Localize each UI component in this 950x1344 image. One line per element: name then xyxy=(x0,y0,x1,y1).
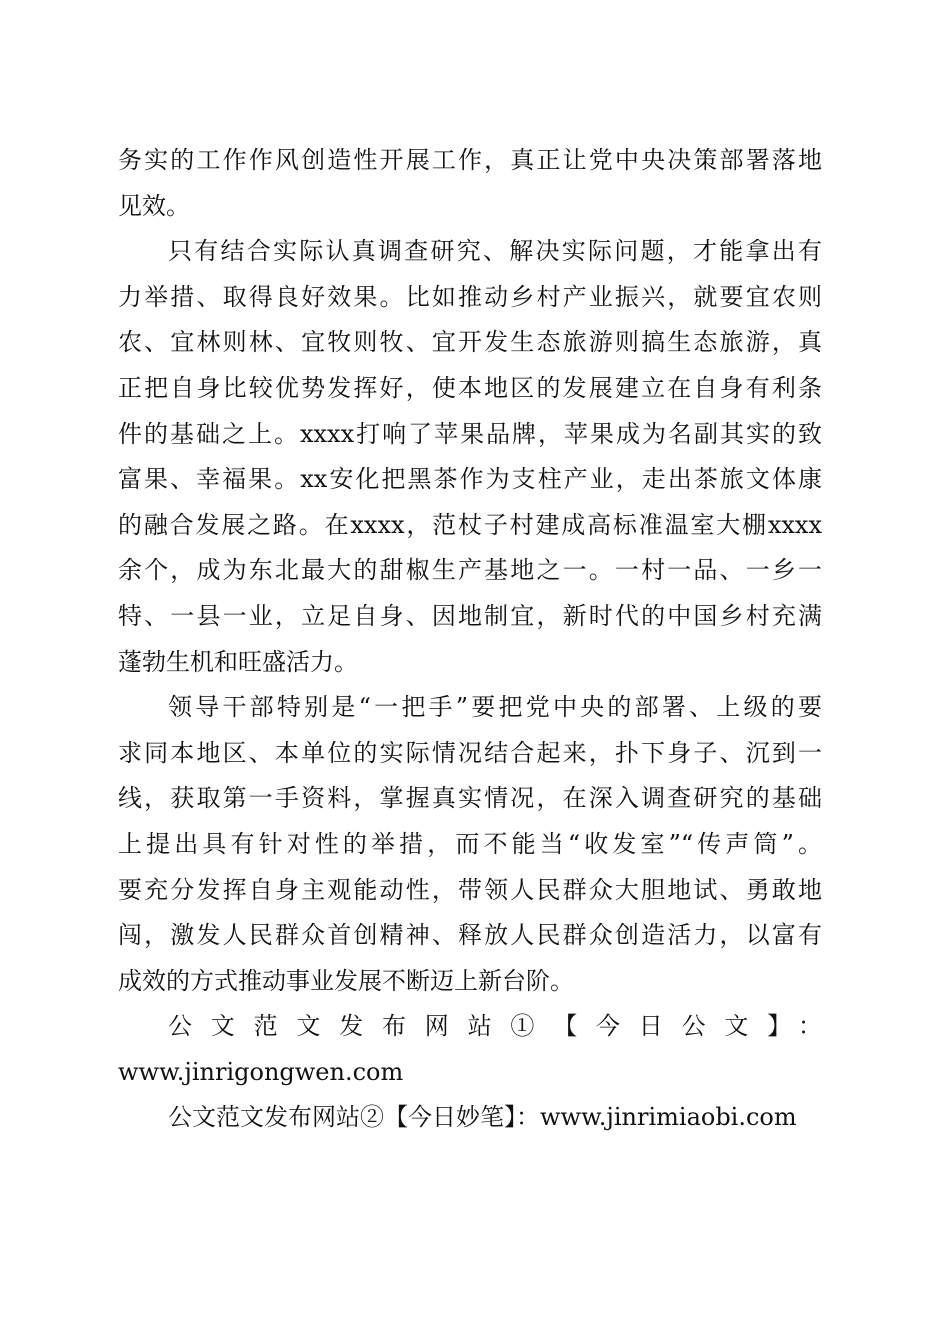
text-line: 务实的工作作风创造性开展工作，真正让党中央决策部署落地 xyxy=(118,146,822,174)
text-line: 富果、幸福果。xx安化把黑茶作为支柱产业，走出茶旅文体康 xyxy=(118,465,822,494)
text-line: 闯，激发人民群众首创精神、释放人民群众创造活力，以富有 xyxy=(118,921,822,950)
text-line: 农、宜林则林、宜牧则牧、宜开发生态旅游则搞生态旅游，真 xyxy=(118,328,822,357)
text-line: 力举措、取得良好效果。比如推动乡村产业振兴，就要宜农则 xyxy=(118,282,822,311)
text-line: 蓬勃生机和旺盛活力。 xyxy=(118,647,358,676)
text-line: 领导干部特别是“一把手”要把党中央的部署、上级的要 xyxy=(168,693,822,722)
text-line: 正把自身比较优势发挥好，使本地区的发展建立在自身有利条 xyxy=(118,373,822,402)
text-line: 特、一县一业，立足自身、因地制宜，新时代的中国乡村充满 xyxy=(118,601,822,630)
website-link-line: 公文范文发布网站①【今日公文】： xyxy=(168,1012,822,1041)
text-line: 余个，成为东北最大的甜椒生产基地之一。一村一品、一乡一 xyxy=(118,556,822,585)
text-line: 求同本地区、本单位的实际情况结合起来，扑下身子、沉到一 xyxy=(118,738,822,767)
text-line: 的融合发展之路。在xxxx，范杖子村建成高标准温室大棚xxxx xyxy=(118,510,822,539)
text-line: 成效的方式推动事业发展不断迈上新台阶。 xyxy=(118,966,574,995)
text-line: 线，获取第一手资料，掌握真实情况，在深入调查研究的基础 xyxy=(118,784,822,813)
document-page xyxy=(118,138,822,1141)
website-url[interactable]: www.jinrigongwen.com xyxy=(118,1057,404,1086)
text-line: 见效。 xyxy=(118,191,190,220)
website-link-line[interactable]: 公文范文发布网站②【今日妙笔】：www.jinrimiaobi.com xyxy=(168,1103,797,1132)
text-line: 要充分发挥自身主观能动性，带领人民群众大胆地试、勇敢地 xyxy=(118,875,822,904)
text-line: 上提出具有针对性的举措，而不能当“收发室”“传声筒”。 xyxy=(118,829,822,858)
text-line: 只有结合实际认真调查研究、解决实际问题，才能拿出有 xyxy=(168,237,822,266)
text-line: 件的基础之上。xxxx打响了苹果品牌，苹果成为名副其实的致 xyxy=(118,419,822,448)
